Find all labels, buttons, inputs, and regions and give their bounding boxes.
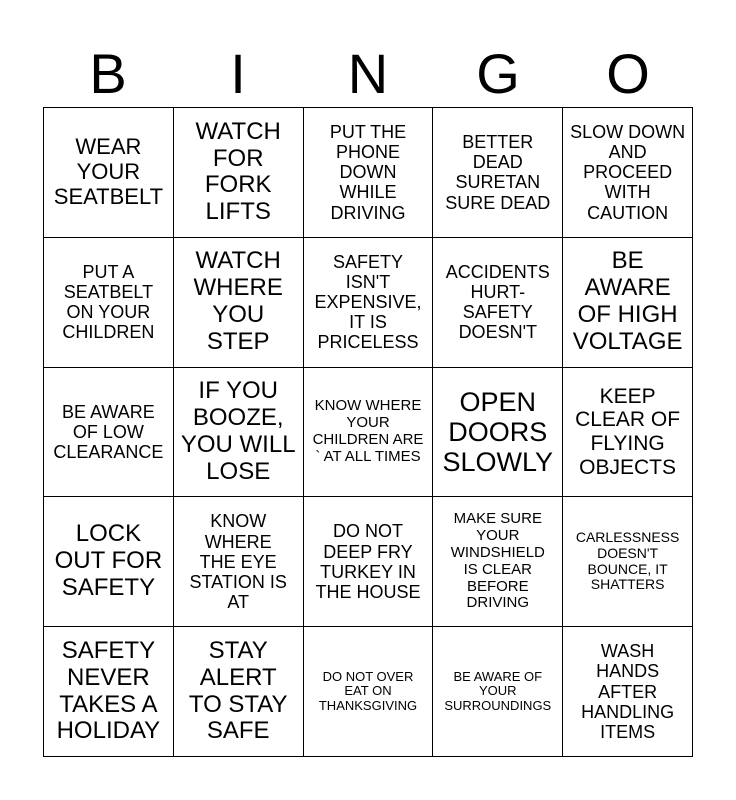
- bingo-cell[interactable]: KEEP CLEAR OF FLYING OBJECTS: [563, 368, 693, 498]
- header-letter-b: B: [89, 42, 127, 105]
- bingo-cell[interactable]: STAY ALERT TO STAY SAFE: [174, 627, 304, 757]
- bingo-board: [43, 107, 693, 757]
- header-letter-o: O: [606, 42, 650, 105]
- bingo-cell[interactable]: BETTER DEAD SURETAN SURE DEAD: [433, 108, 563, 238]
- bingo-cell[interactable]: WATCH WHERE YOU STEP: [174, 238, 304, 368]
- bingo-cell[interactable]: BE AWARE OF LOW CLEARANCE: [44, 368, 174, 498]
- bingo-cell[interactable]: KNOW WHERE YOUR CHILDREN ARE ` AT ALL TIMES: [304, 368, 434, 498]
- bingo-cell[interactable]: PUT A SEATBELT ON YOUR CHILDREN: [44, 238, 174, 368]
- bingo-cell[interactable]: ACCIDENTS HURT- SAFETY DOESN'T: [433, 238, 563, 368]
- bingo-cell[interactable]: SAFETY ISN'T EXPENSIVE, IT IS PRICELESS: [304, 238, 434, 368]
- bingo-cell[interactable]: SAFETY NEVER TAKES A HOLIDAY: [44, 627, 174, 757]
- bingo-cell[interactable]: CARLESSNESS DOESN'T BOUNCE, IT SHATTERS: [563, 497, 693, 627]
- bingo-cell[interactable]: DO NOT OVER EAT ON THANKSGIVING: [304, 627, 434, 757]
- bingo-cell[interactable]: PUT THE PHONE DOWN WHILE DRIVING: [304, 108, 434, 238]
- bingo-cell[interactable]: BE AWARE OF HIGH VOLTAGE: [563, 238, 693, 368]
- bingo-cell[interactable]: MAKE SURE YOUR WINDSHIELD IS CLEAR BEFORE DRIVING: [433, 497, 563, 627]
- header-letter-i: I: [230, 42, 246, 105]
- bingo-cell[interactable]: LOCK OUT FOR SAFETY: [44, 497, 174, 627]
- header-letter-g: G: [476, 42, 520, 105]
- header-letter-n: N: [347, 42, 389, 105]
- bingo-cell[interactable]: WATCH FOR FORK LIFTS: [174, 108, 304, 238]
- bingo-header: [43, 40, 693, 108]
- bingo-cell[interactable]: OPEN DOORS SLOWLY: [433, 368, 563, 498]
- bingo-cell[interactable]: BE AWARE OF YOUR SURROUNDINGS: [433, 627, 563, 757]
- bingo-cell[interactable]: WEAR YOUR SEATBELT: [44, 108, 174, 238]
- bingo-cell[interactable]: IF YOU BOOZE, YOU WILL LOSE: [174, 368, 304, 498]
- bingo-cell[interactable]: WASH HANDS AFTER HANDLING ITEMS: [563, 627, 693, 757]
- bingo-cell[interactable]: SLOW DOWN AND PROCEED WITH CAUTION: [563, 108, 693, 238]
- bingo-cell[interactable]: DO NOT DEEP FRY TURKEY IN THE HOUSE: [304, 497, 434, 627]
- bingo-cell[interactable]: KNOW WHERE THE EYE STATION IS AT: [174, 497, 304, 627]
